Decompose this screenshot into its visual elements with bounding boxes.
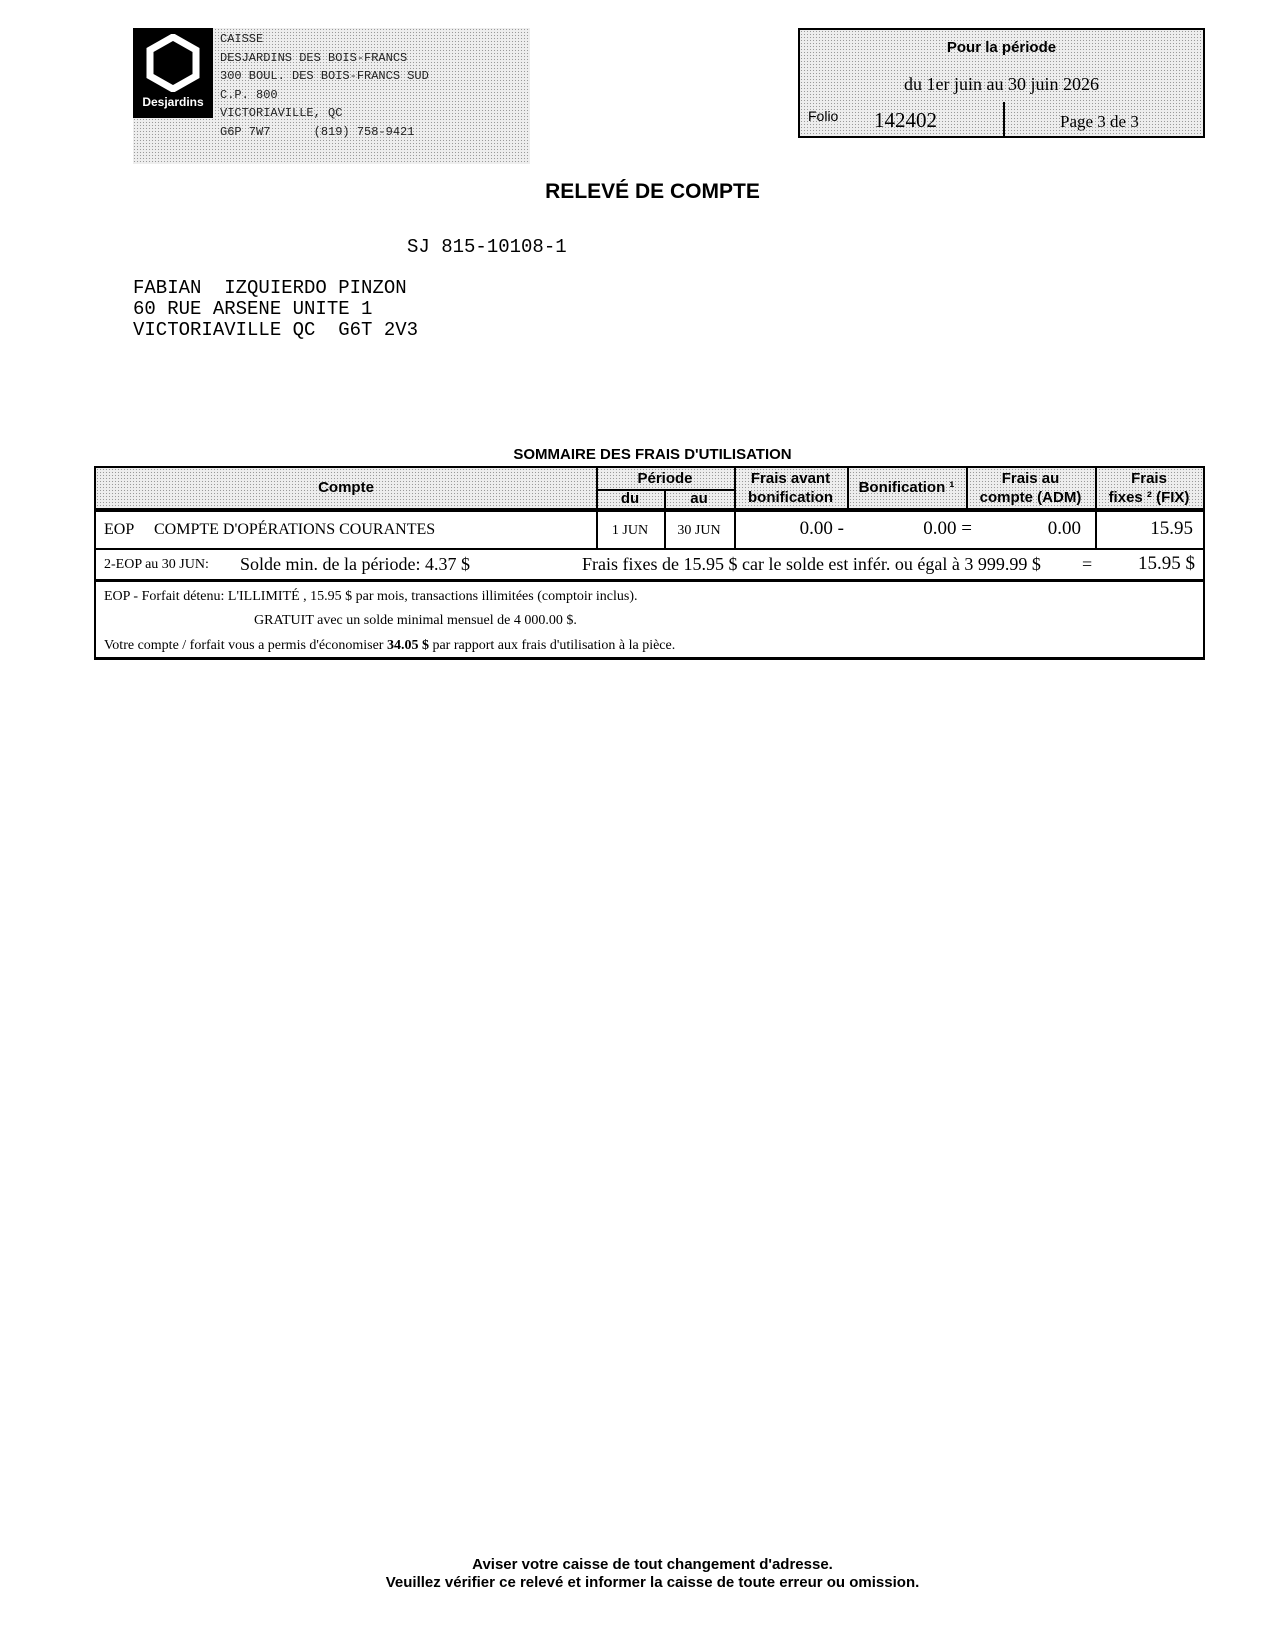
note-economies-after: par rapport aux frais d'utilisation à la pièce. [428, 638, 676, 653]
row-account-name: COMPTE D'OPÉRATIONS COURANTES [154, 521, 436, 538]
header-compte: Compte [318, 479, 374, 496]
bank-address-line: VICTORIAVILLE, QC [220, 106, 343, 120]
header-frais-compte-1: Frais au [1001, 470, 1060, 487]
fixed-total: 15.95 $ [1138, 553, 1195, 574]
account-number: SJ 815-10108-1 [407, 236, 567, 258]
row-divider [96, 548, 1203, 550]
period-range: du 1er juin au 30 juin 2026 [800, 66, 1203, 104]
row-bonification: 0.00 = [923, 518, 972, 539]
note-forfait: EOP - Forfait détenu: L'ILLIMITÉ , 15.95 $ par mois, transactions illimitées (comptoir inclus). [104, 589, 638, 604]
header-au: au [690, 490, 708, 507]
desjardins-logo [133, 28, 213, 118]
folio-label: Folio [808, 108, 839, 124]
header-divider [96, 508, 1203, 512]
fixed-prefix: 2-EOP au 30 JUN: [104, 557, 209, 572]
folio-number: 142402 [874, 108, 937, 132]
customer-line: 60 RUE ARSENE UNITE 1 [133, 298, 373, 320]
table-bottom-border [94, 657, 1205, 660]
footer-line: Veuillez vérifier ce relevé et informer la caisse de toute erreur ou omission. [385, 1574, 920, 1591]
fees-summary-table [94, 466, 1205, 660]
bank-address [220, 30, 429, 141]
bank-address-line: C.P. 800 [220, 87, 278, 102]
folio-row [800, 102, 1203, 136]
customer-address [133, 278, 418, 341]
fixed-solde: Solde min. de la période: 4.37 $ [240, 554, 470, 574]
summary-title: SOMMAIRE DES FRAIS D'UTILISATION [513, 446, 792, 463]
header-frais-fixes-2: fixes ² (FIX) [1108, 489, 1190, 506]
row-divider [96, 579, 1203, 582]
note-economies-amount: 34.05 $ [386, 638, 429, 653]
header-du: du [620, 490, 640, 507]
period-header: Pour la période [800, 30, 1203, 68]
page-number: Page 3 de 3 [1060, 112, 1139, 131]
header-frais-compte-2: compte (ADM) [979, 489, 1082, 506]
document-title: RELEVÉ DE COMPTE [545, 180, 760, 203]
bank-address-line: CAISSE [220, 32, 264, 46]
customer-line: VICTORIAVILLE QC G6T 2V3 [133, 319, 419, 341]
bank-address-line: 300 BOUL. DES BOIS-FRANCS SUD [220, 69, 429, 83]
bank-address-line: DESJARDINS DES BOIS-FRANCS [220, 50, 408, 65]
footer-notice [0, 1556, 1275, 1592]
row-frais-avant: 0.00 - [799, 518, 844, 539]
row-frais-compte: 0.00 [1047, 518, 1081, 539]
footer-line: Aviser votre caisse de tout changement d'adresse. [472, 1556, 833, 1573]
fixed-explanation: Frais fixes de 15.95 $ car le solde est infér. ou égal à 3 999.99 $ [582, 554, 1041, 574]
hexagon-logo-icon [145, 34, 201, 92]
customer-line: FABIAN IZQUIERDO PINZON [133, 277, 407, 299]
bank-address-line: G6P 7W7 (819) 758-9421 [220, 124, 415, 139]
header-frais-avant-1: Frais avant [750, 470, 831, 487]
header-frais-fixes-1: Frais [1131, 470, 1167, 487]
row-frais-fixes: 15.95 [1150, 518, 1193, 539]
header-frais-avant-2: bonification [748, 489, 833, 506]
row-au: 30 JUN [677, 523, 721, 538]
period-box [798, 28, 1205, 138]
folio-divider [1003, 102, 1005, 136]
row-account-code: EOP [104, 521, 135, 538]
note-economies [104, 638, 675, 654]
header-bonification: Bonification ¹ [858, 479, 955, 496]
note-economies-before: Votre compte / forfait vous a permis d'économiser [104, 638, 387, 653]
logo-text: Desjardins [142, 95, 204, 109]
fixed-equals: = [1082, 554, 1093, 574]
note-gratuit: GRATUIT avec un solde minimal mensuel de 4 000.00 $. [254, 613, 577, 628]
header-periode: Période [637, 470, 693, 487]
row-du: 1 JUN [611, 523, 649, 538]
